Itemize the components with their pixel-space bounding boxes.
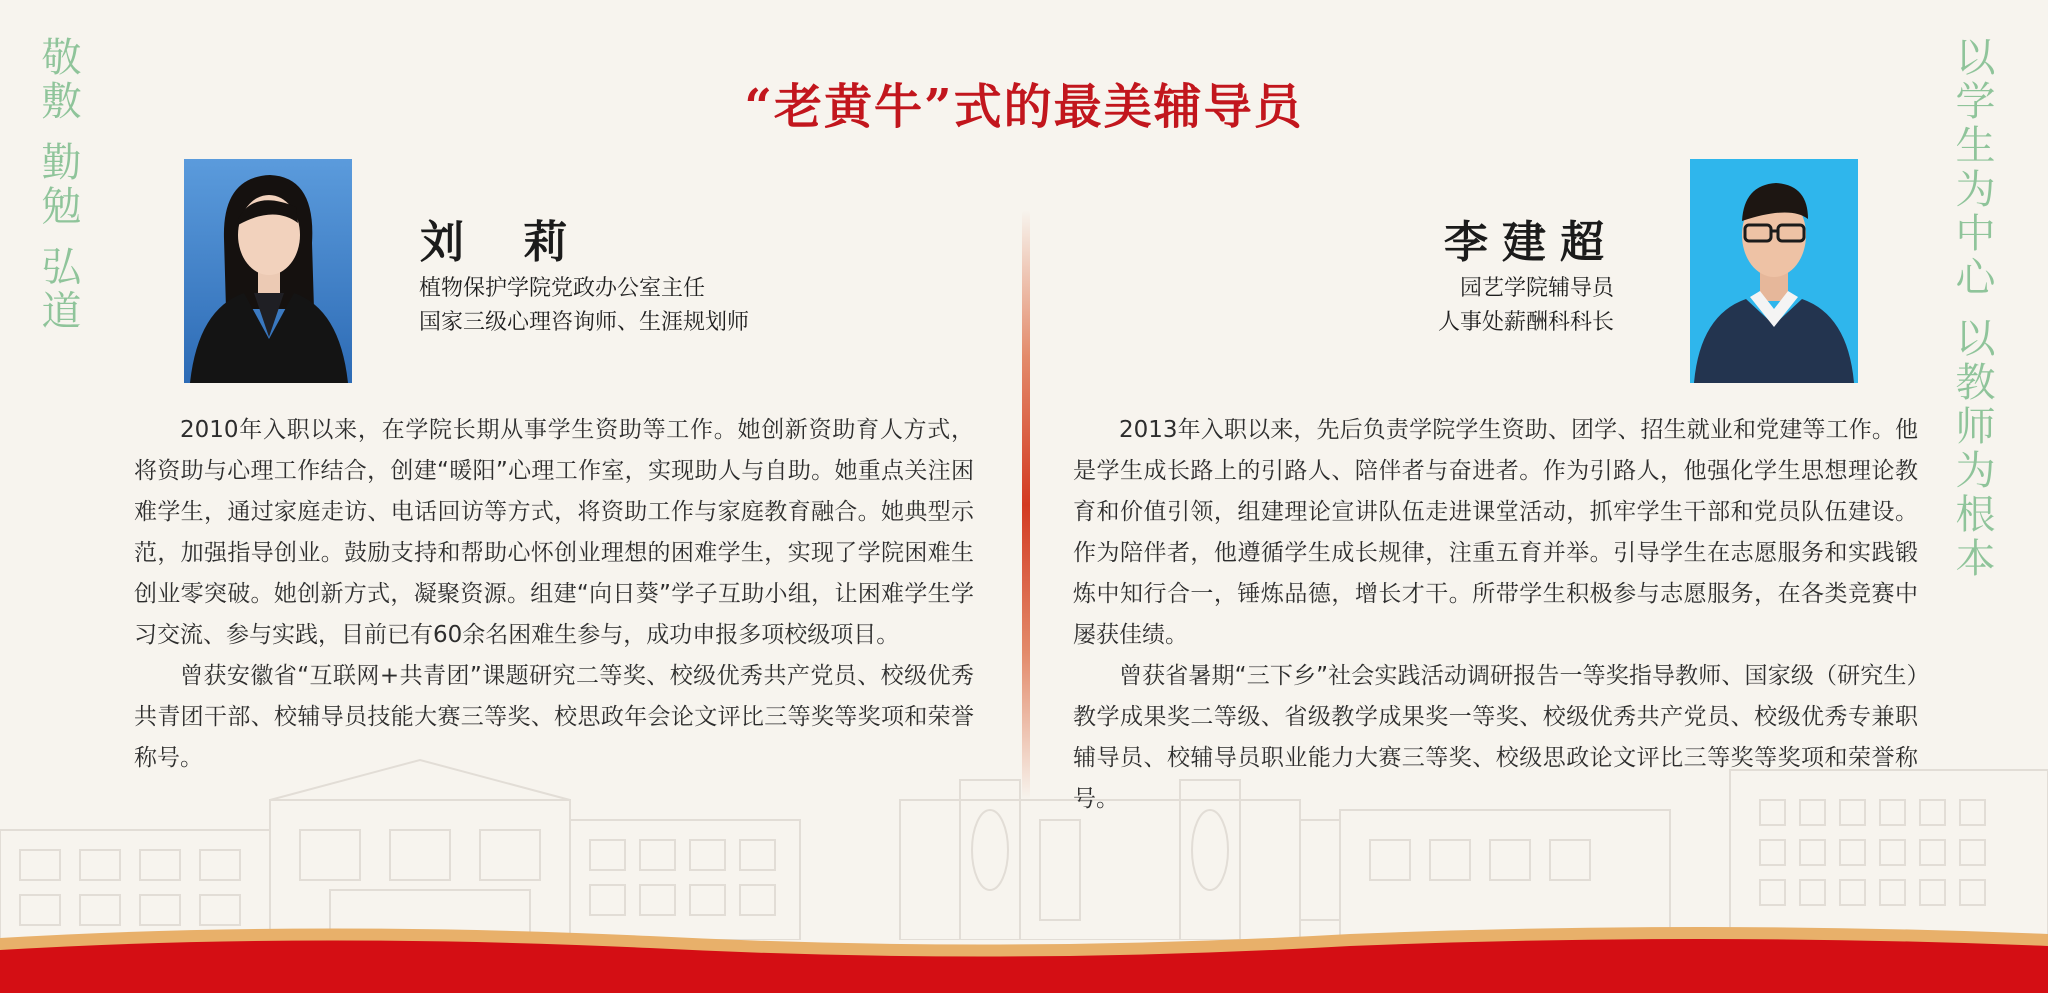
bio-paragraph: 2013年入职以来，先后负责学院学生资助、团学、招生就业和党建等工作。他是学生成长路上的引路人、陪伴者与奋进者。作为引路人，他强化学生思想理论教育和价值引领，组建理论宣讲队伍走进课堂活动，抓牢学生干部和党员队伍建设。作为陪伴者，他遵循学生成长规律，注重五育并举。引导学生在志愿服务和实践锻炼中知行合一，锤炼品德，增长才干。所带学生积极参与志愿服务，在各类竞赛中屡获佳绩。 bbox=[1073, 417, 1918, 648]
role-line: 植物保护学院党政办公室主任 bbox=[419, 276, 706, 301]
role-line: 园艺学院辅导员 bbox=[1459, 276, 1614, 301]
person-roles-left bbox=[419, 272, 749, 340]
page-title: “老黄牛”式的最美辅导员 bbox=[744, 79, 1304, 135]
biography-right bbox=[1073, 410, 1918, 820]
person-roles-right bbox=[1438, 272, 1614, 340]
person-name-left: 刘 莉 bbox=[420, 217, 590, 268]
bottom-wave-decoration bbox=[0, 920, 2048, 993]
motto-right: 以学生为中心 以教师为根本 bbox=[1949, 36, 1995, 581]
portrait-photo-right bbox=[1690, 159, 1858, 383]
biography-left bbox=[134, 410, 974, 779]
bio-paragraph: 2010年入职以来，在学院长期从事学生资助等工作。她创新资助育人方式，将资助与心理工作结合，创建“暖阳”心理工作室，实现助人与自助。她重点关注困难学生，通过家庭走访、电话回访等方式，将资助工作与家庭教育融合。她典型示范，加强指导创业。鼓励支持和帮助心怀创业理想的困难学生，实现了学院困难生创业零突破。她创新方式，凝聚资源。组建“向日葵”学子互助小组，让困难学生学习交流、参与实践，目前已有60余名困难生参与，成功申报多项校级项目。 bbox=[134, 417, 974, 648]
woman-portrait-icon bbox=[184, 159, 352, 383]
center-divider bbox=[1022, 210, 1030, 800]
role-line: 人事处薪酬科科长 bbox=[1437, 310, 1614, 335]
person-name-right: 李建超 bbox=[1444, 217, 1618, 268]
man-portrait-icon bbox=[1690, 159, 1858, 383]
bio-paragraph: 曾获安徽省“互联网+共青团”课题研究二等奖、校级优秀共产党员、校级优秀共青团干部、校辅导员技能大赛三等奖、校思政年会论文评比三等奖等奖项和荣誉称号。 bbox=[134, 663, 974, 771]
motto-left: 敬敷 勤勉 弘道 bbox=[35, 36, 81, 334]
portrait-photo-left bbox=[184, 159, 352, 383]
bio-paragraph: 曾获省暑期“三下乡”社会实践活动调研报告一等奖指导教师、国家级（研究生）教学成果奖二等级、省级教学成果奖一等奖、校级优秀共产党员、校级优秀专兼职辅导员、校辅导员职业能力大赛三等奖、校级思政论文评比三等奖等奖项和荣誉称号。 bbox=[1073, 663, 1918, 812]
role-line: 国家三级心理咨询师、生涯规划师 bbox=[419, 310, 750, 335]
